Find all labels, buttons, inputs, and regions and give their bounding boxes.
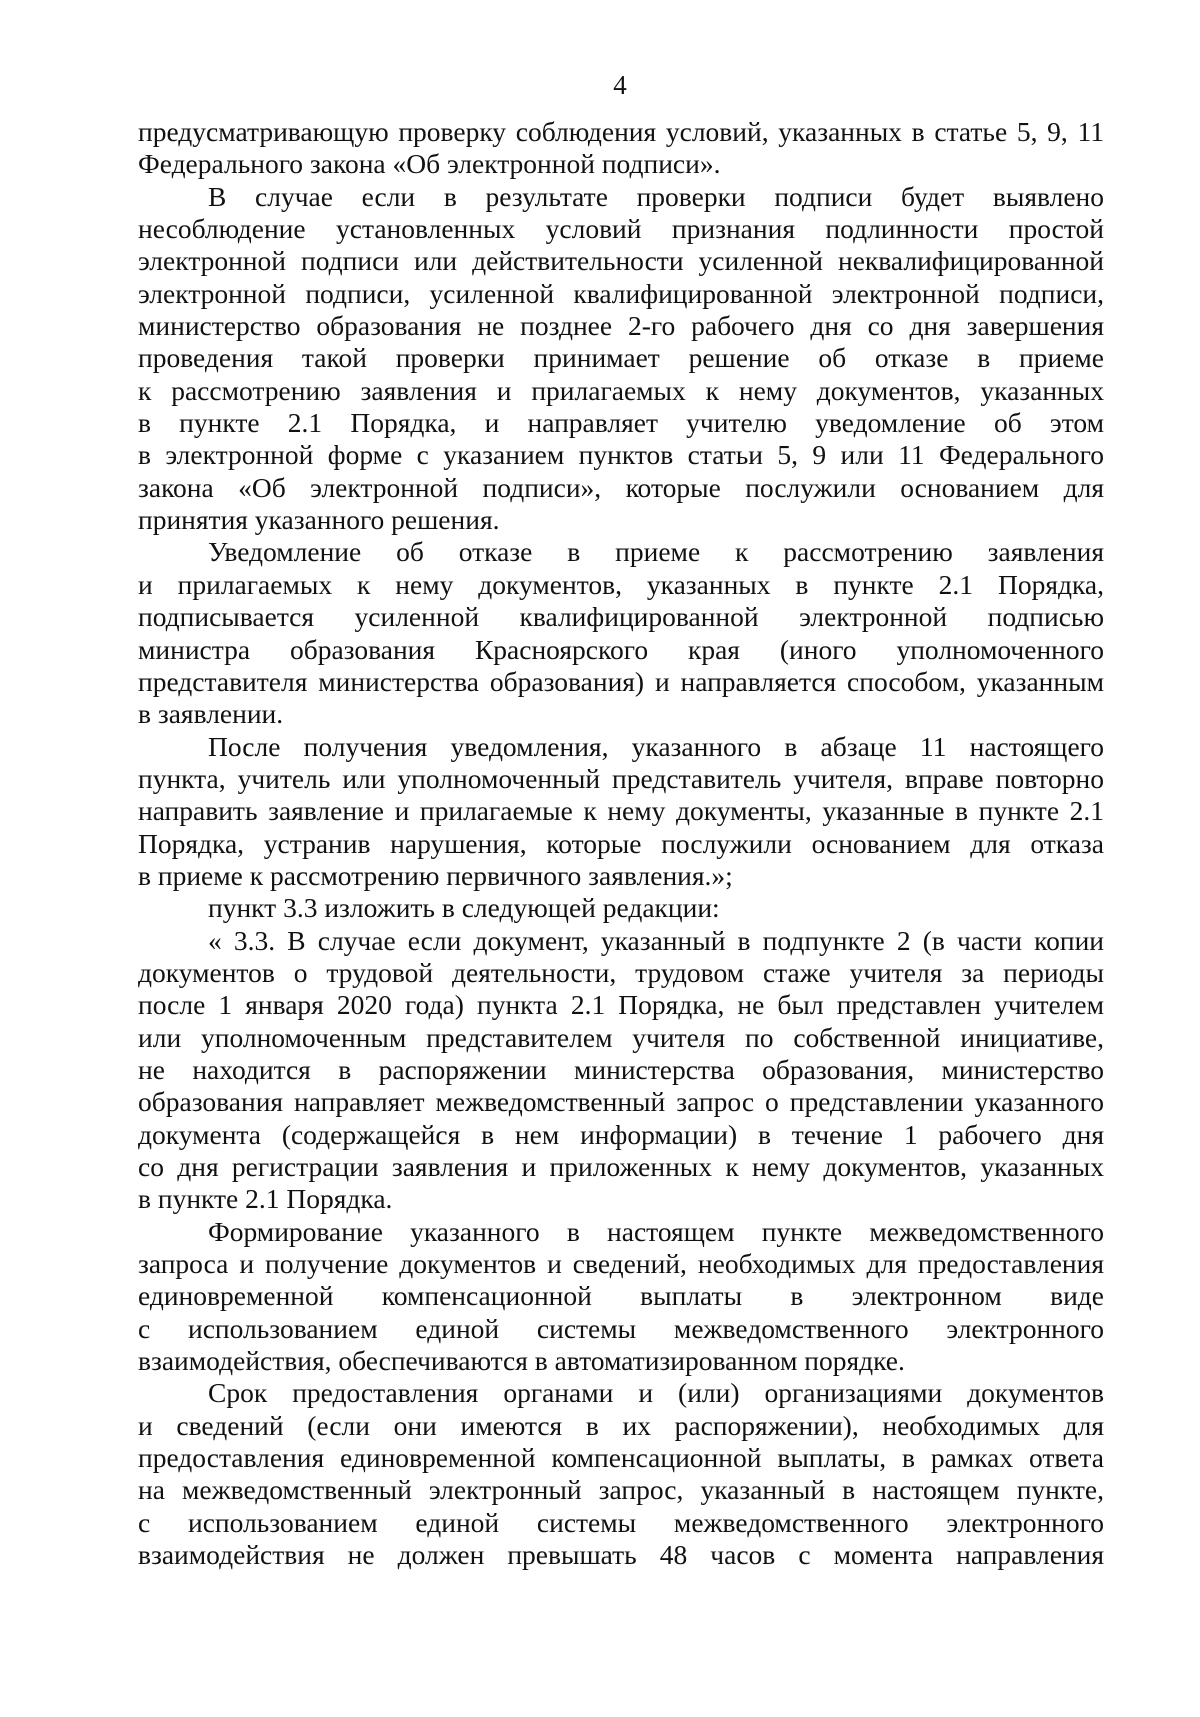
text-line: предоставления единовременной компенсационной выплаты, в рамках ответа <box>138 1442 1104 1474</box>
text-line: принятия указанного решения. <box>138 504 500 536</box>
text-line: единовременной компенсационной выплаты в электронном виде <box>138 1280 1104 1312</box>
document-body <box>138 116 1104 1571</box>
text-line: в пункте 2.1 Порядка, и направляет учителю уведомление об этом <box>138 407 1104 439</box>
text-line: электронной подписи или действительности усиленной неквалифицированной <box>138 245 1104 277</box>
text-line: после 1 января 2020 года) пункта 2.1 Порядка, не был представлен учителем <box>138 989 1104 1021</box>
text-line: документа (содержащейся в нем информации) в течение 1 рабочего дня <box>138 1118 1104 1150</box>
text-line: министерство образования не позднее 2-го рабочего дня со дня завершения <box>138 310 1104 342</box>
text-line: к рассмотрению заявления и прилагаемых к нему документов, указанных <box>138 374 1104 406</box>
text-line: подписывается усиленной квалифицированной электронной подписью <box>138 601 1104 633</box>
text-line: и прилагаемых к нему документов, указанных в пункте 2.1 Порядка, <box>138 568 1104 600</box>
text-line: в электронной форме с указанием пунктов статьи 5, 9 или 11 Федерального <box>138 439 1104 471</box>
text-line: Федерального закона «Об электронной подписи». <box>138 148 721 180</box>
text-line: « 3.3. В случае если документ, указанный в подпункте 2 (в части копии <box>208 924 1104 956</box>
text-line: представителя министерства образования) и направляется способом, указанным <box>138 665 1104 697</box>
text-line: документов о трудовой деятельности, трудовом стаже учителя за периоды <box>138 956 1104 988</box>
text-line: закона «Об электронной подписи», которые послужили основанием для <box>138 471 1104 503</box>
text-line: со дня регистрации заявления и приложенных к нему документов, указанных <box>138 1151 1104 1182</box>
text-line: пункта, учитель или уполномоченный представитель учителя, вправе повторно <box>138 762 1104 794</box>
text-line: Уведомление об отказе в приеме к рассмотрению заявления <box>208 536 1104 568</box>
text-line: в приеме к рассмотрению первичного заявления.»; <box>138 859 733 891</box>
text-line: и сведений (если они имеются в их распоряжении), необходимых для <box>138 1409 1104 1441</box>
text-line: с использованием единой системы межведомственного электронного <box>138 1312 1104 1344</box>
text-line: Срок предоставления органами и (или) организациями документов <box>208 1377 1104 1409</box>
text-line: в заявлении. <box>138 698 284 730</box>
text-line: электронной подписи, усиленной квалифицированной электронной подписи, <box>138 277 1104 309</box>
page-number: 4 <box>613 70 627 100</box>
text-line: Формирование указанного в настоящем пункте межведомственного <box>208 1215 1104 1247</box>
text-line: пункт 3.3 изложить в следующей редакции: <box>208 892 720 924</box>
text-line: После получения уведомления, указанного в абзаце 11 настоящего <box>208 730 1104 762</box>
text-line: в пункте 2.1 Порядка. <box>138 1183 393 1215</box>
text-line: предусматривающую проверку соблюдения условий, указанных в статье 5, 9, 11 <box>138 116 1104 147</box>
text-line: не находится в распоряжении министерства образования, министерство <box>138 1053 1104 1085</box>
text-line: Порядка, устранив нарушения, которые послужили основанием для отказа <box>138 827 1104 859</box>
text-line: министра образования Красноярского края (иного уполномоченного <box>138 633 1104 665</box>
text-line: несоблюдение установленных условий признания подлинности простой <box>138 213 1104 245</box>
text-line: В случае если в результате проверки подписи будет выявлено <box>208 180 1104 212</box>
text-line: образования направляет межведомственный запрос о представлении указанного <box>138 1086 1104 1118</box>
text-line: взаимодействия, обеспечиваются в автоматизированном порядке. <box>138 1345 905 1377</box>
text-line: или уполномоченным представителем учителя по собственной инициативе, <box>138 1021 1104 1053</box>
text-line: с использованием единой системы межведомственного электронного <box>138 1506 1104 1538</box>
text-line: направить заявление и прилагаемые к нему документы, указанные в пункте 2.1 <box>138 795 1104 827</box>
text-line: запроса и получение документов и сведений, необходимых для предоставления <box>138 1248 1104 1280</box>
text-line: взаимодействия не должен превышать 48 часов с момента направления <box>138 1539 1104 1571</box>
text-line: проведения такой проверки принимает решение об отказе в приеме <box>138 342 1104 374</box>
text-line: на межведомственный электронный запрос, указанный в настоящем пункте, <box>138 1474 1104 1506</box>
